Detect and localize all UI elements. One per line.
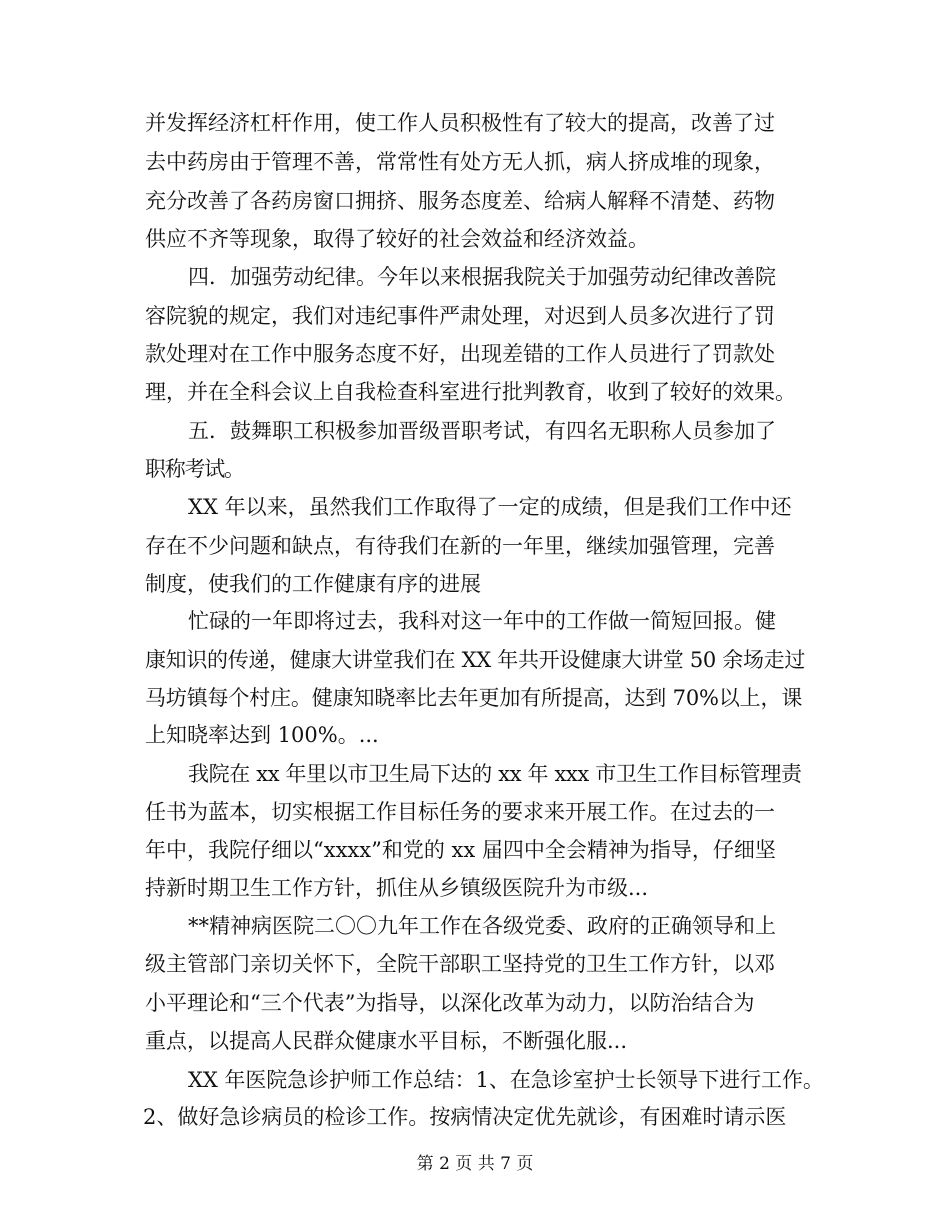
body-text-line: 供应不齐等现象，取得了较好的社会效益和经济效益。 (145, 227, 649, 251)
body-text-line: 款处理对在工作中服务态度不好，出现差错的工作人员进行了罚款处 (145, 342, 775, 366)
body-text-line: 级主管部门亲切关怀下，全院干部职工坚持党的卫生工作方针，以邓 (145, 952, 775, 976)
body-text-line: 充分改善了各药房窗口拥挤、服务态度差、给病人解释不清楚、药物 (145, 189, 775, 213)
body-text-line: XX 年医院急诊护师工作总结：1、在急诊室护士长领导下进行工作。 (188, 1068, 824, 1092)
body-text-line: 忙碌的一年即将过去，我科对这一年中的工作做一简短回报。健 (188, 609, 776, 633)
body-text-line: 2、做好急诊病员的检诊工作。按病情决定优先就诊，有困难时请示医 (143, 1105, 787, 1129)
body-text-line: 理，并在全科会议上自我检查科室进行批判教育，收到了较好的效果。 (145, 380, 796, 404)
body-text-line: 四．加强劳动纪律。今年以来根据我院关于加强劳动纪律改善院 (188, 265, 776, 289)
body-text-line: 五．鼓舞职工积极参加晋级晋职考试，有四名无职称人员参加了 (188, 419, 776, 443)
body-text-line: 上知晓率达到 100%。... (145, 723, 379, 747)
body-text-line: 重点，以提高人民群众健康水平目标，不断强化服... (145, 1029, 628, 1053)
body-text-line: 去中药房由于管理不善，常常性有处方无人抓，病人挤成堆的现象， (145, 150, 775, 174)
body-text-line: XX 年以来，虽然我们工作取得了一定的成绩，但是我们工作中还 (188, 495, 792, 519)
body-text-line: 马坊镇每个村庄。健康知晓率比去年更加有所提高，达到 70%以上，课 (145, 686, 803, 710)
body-text-line: **精神病医院二〇〇九年工作在各级党委、政府的正确领导和上 (188, 914, 776, 938)
body-text-line: 职称考试。 (145, 457, 244, 481)
body-text-line: 制度，使我们的工作健康有序的进展 (145, 572, 481, 596)
body-text-line: 并发挥经济杠杆作用，使工作人员积极性有了较大的提高，改善了过 (145, 111, 775, 135)
body-text-line: 持新时期卫生工作方针，抓住从乡镇级医院升为市级... (145, 876, 649, 900)
body-text-line: 我院在 xx 年里以市卫生局下达的 xx 年 xxx 市卫生工作目标管理责 (188, 762, 802, 786)
body-text-line: 年中，我院仔细以“xxxx”和党的 xx 届四中全会精神为指导，仔细坚 (145, 838, 776, 862)
body-text-line: 康知识的传递，健康大讲堂我们在 XX 年共开设健康大讲堂 50 余场走过 (145, 648, 806, 672)
page-number-footer: 第 2 页 共 7 页 (416, 1154, 534, 1174)
body-text-line: 存在不少问题和缺点，有待我们在新的一年里，继续加强管理，完善 (145, 534, 775, 558)
body-text-line: 小平理论和“三个代表”为指导，以深化改革为动力，以防治结合为 (145, 991, 755, 1015)
body-text-line: 容院貌的规定，我们对违纪事件严肃处理，对迟到人员多次进行了罚 (145, 304, 775, 328)
body-text-line: 任书为蓝本，切实根据工作目标任务的要求来开展工作。在过去的一 (145, 800, 775, 824)
